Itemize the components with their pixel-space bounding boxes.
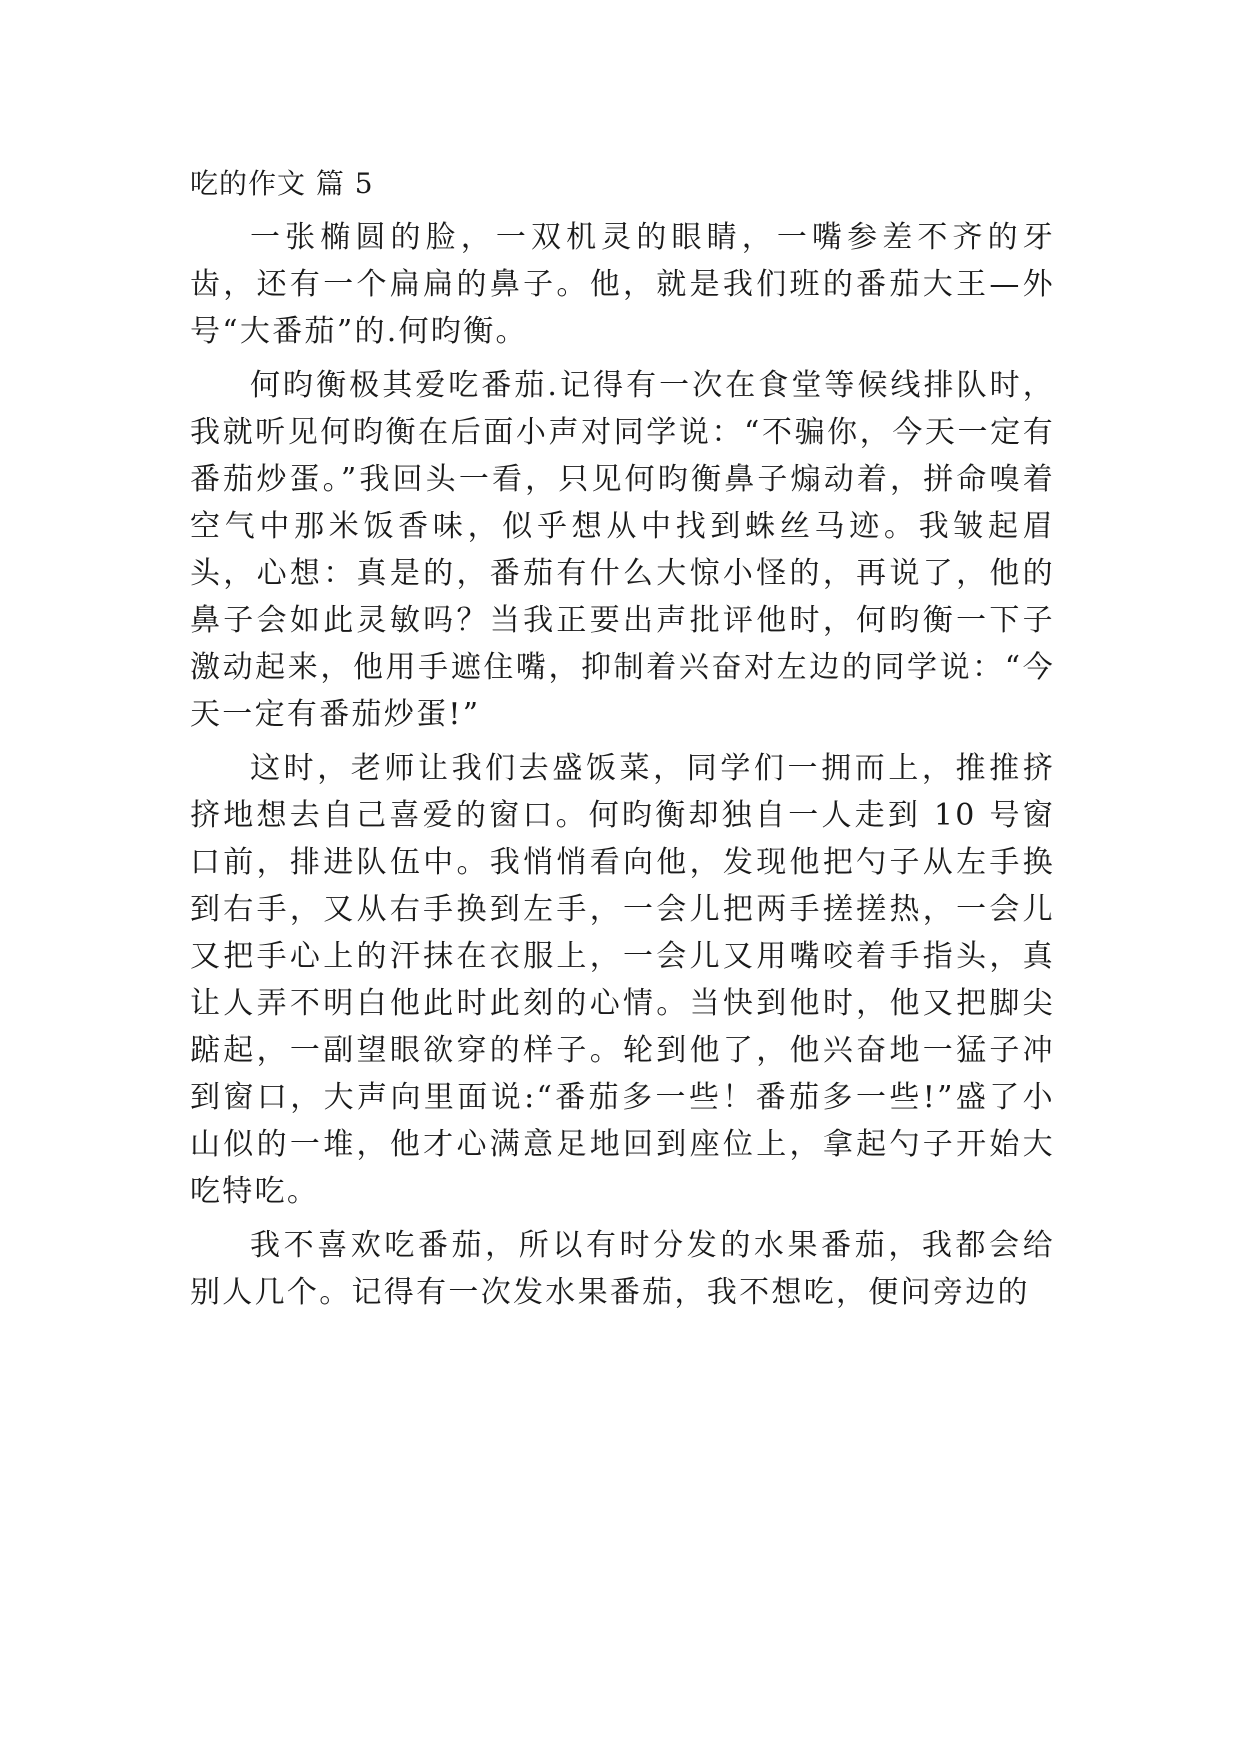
paragraph-2: 何昀衡极其爱吃番茄.记得有一次在食堂等候线排队时，我就听见何昀衡在后面小声对同学说：“不骗你，今天一定有番茄炒蛋。”我回头一看，只见何昀衡鼻子煽动着，拼命嗅着空气中那米饭香味，似乎想从中找到蛛丝马迹。我皱起眉头，心想：真是的，番茄有什么大惊小怪的，再说了，他的鼻子会如此灵敏吗？当我正要出声批评他时，何昀衡一下子激动起来，他用手遮住嘴，抑制着兴奋对左边的同学说：“今天一定有番茄炒蛋!” — [190, 368, 1055, 732]
paragraph-1: 一张椭圆的脸，一双机灵的眼睛，一嘴参差不齐的牙齿，还有一个扁扁的鼻子。他，就是我们班的番茄大王—外号“大番茄”的.何昀衡。 — [190, 220, 1055, 349]
paragraph-4: 我不喜欢吃番茄，所以有时分发的水果番茄，我都会给别人几个。记得有一次发水果番茄，我不想吃，便问旁边的 — [190, 1228, 1055, 1310]
document-body — [190, 166, 1055, 1323]
essay-title: 吃的作文 篇 5 — [190, 167, 374, 200]
paragraph-3: 这时，老师让我们去盛饭菜，同学们一拥而上，推推挤挤地想去自己喜爱的窗口。何昀衡却独自一人走到 10 号窗口前，排进队伍中。我悄悄看向他，发现他把勺子从左手换到右手，又从右手换到左手，一会儿把两手搓搓热，一会儿又把手心上的汗抹在衣服上，一会儿又用嘴咬着手指头，真让人弄不明白他此时此刻的心情。当快到他时，他又把脚尖踮起，一副望眼欲穿的样子。轮到他了，他兴奋地一猛子冲到窗口，大声向里面说:“番茄多一些！番茄多一些!”盛了小山似的一堆，他才心满意足地回到座位上，拿起勺子开始大吃特吃。 — [190, 751, 1055, 1209]
